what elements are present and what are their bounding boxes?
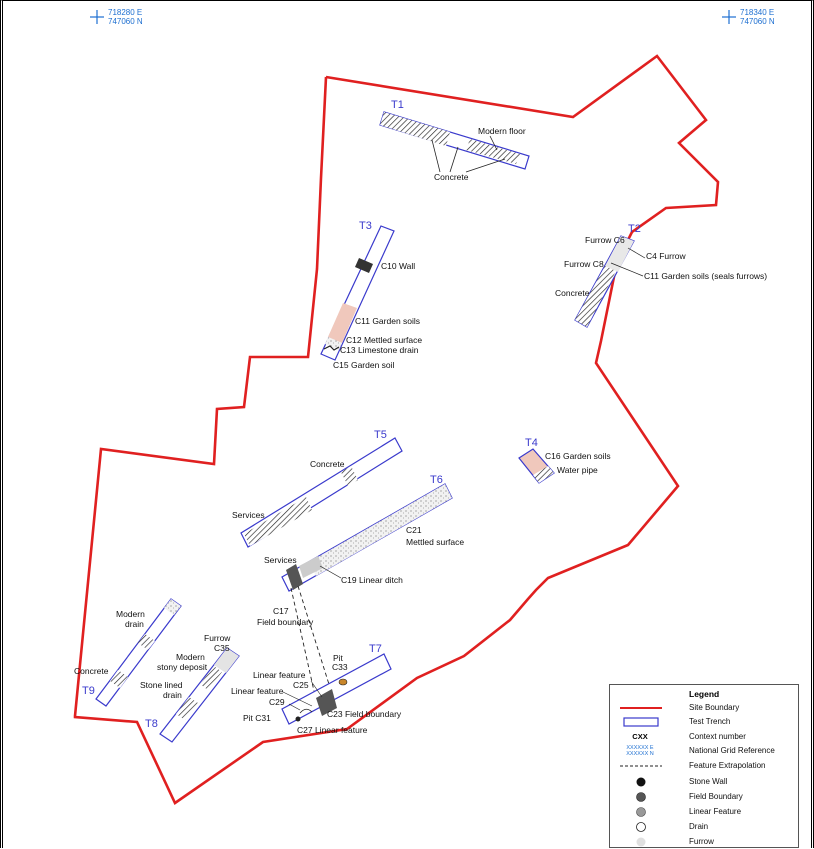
trench-label: T1 [391,99,404,111]
feature-label: Concrete [310,459,345,469]
grid-ref-nw [90,8,143,26]
grid-easting: 718280 E [108,8,143,17]
feature-label: C25 [293,680,309,690]
feature-label: Services [264,555,297,565]
legend-item-furrow [610,835,800,849]
feature-label: C35 [214,643,230,653]
feature-label: Pit C31 [243,713,271,723]
feature-label: C16 Garden soils [545,451,611,461]
feature-label: C17 [273,606,289,616]
blue-rectangle-icon [618,715,662,729]
light-grey-dot-icon [618,835,662,849]
legend-label: National Grid Reference [689,746,775,755]
feature-label: Modern floor [478,126,526,136]
feature-label: C15 Garden soil [333,360,395,370]
legend-item-stone-wall [610,775,800,789]
legend-title: Legend [689,689,720,699]
white-dot-icon [618,820,662,834]
legend-label: Drain [689,822,709,831]
concrete-fill [380,112,450,146]
dashed-line-icon [618,759,662,773]
pit-c33-fill [339,679,347,685]
feature-label: Modern [116,609,145,619]
feature-label: C27 Linear feature [297,725,368,735]
trench-label: T4 [525,437,538,449]
feature-label: C12 Mettled surface [346,335,423,345]
feature-label: Services [232,510,265,520]
grid-northing: 747060 N [740,17,775,26]
feature-label: C23 Field boundary [327,709,402,719]
feature-label: C11 Garden soils [355,316,421,326]
legend-item-field-boundary [610,790,800,804]
feature-label: Field boundary [257,617,314,627]
feature-label: Pit [333,653,343,663]
pit-c31-fill [296,717,301,722]
feature-label: Stone lined [140,680,183,690]
feature-label: C29 [269,697,285,707]
trench-t6 [257,474,464,627]
trench-label: T5 [374,429,387,441]
legend-item-grid-ref [610,744,800,758]
grey-dot-icon [618,805,662,819]
mettled-surface-fill [309,484,452,576]
red-line-icon [618,701,662,715]
feature-label: C13 Limestone drain [340,345,419,355]
grid-ref-symbol-easting: XXXXXX E [626,745,654,751]
feature-label: drain [163,690,182,700]
trench-t7 [231,643,402,735]
legend-item-extrapolation [610,759,800,773]
feature-label: C11 Garden soils (seals furrows) [644,271,768,281]
legend-label: Field Boundary [689,792,743,801]
trench-t3 [321,220,422,370]
feature-label: Mettled surface [406,537,465,547]
trench-t4 [519,437,611,483]
grid-easting: 718340 E [740,8,775,17]
services-fill [244,497,312,546]
trench-label: T8 [145,718,158,730]
legend-label: Feature Extrapolation [689,761,766,770]
legend-label: Linear Feature [689,807,742,816]
legend-label: Furrow [689,837,714,846]
legend-item-site-boundary [610,701,800,715]
grid-ref-ne [722,8,775,26]
feature-label: Water pipe [557,465,598,475]
feature-label: C33 [332,662,348,672]
legend-label: Context number [689,732,746,741]
grid-ref-symbol-icon [618,744,662,759]
trench-label: T2 [628,223,641,235]
feature-label: drain [125,619,144,629]
legend-item-linear-feature [610,805,800,819]
trench-label: T9 [82,685,95,697]
trench-label: T3 [359,220,372,232]
grid-northing: 747060 N [108,17,143,26]
legend-item-drain [610,820,800,834]
feature-label: Linear feature [231,686,284,696]
legend-label: Site Boundary [689,703,740,712]
feature-label: Furrow [204,633,231,643]
dark-grey-dot-icon [618,790,662,804]
feature-label: C21 [406,525,422,535]
feature-label: Linear feature [253,670,306,680]
map-legend [609,684,799,848]
grid-ref-symbol-northing: XXXXXX N [626,751,654,757]
feature-label: Concrete [434,172,469,182]
context-symbol-icon: CXX [632,732,648,741]
legend-item-context-number [610,730,800,744]
feature-label: Furrow C6 [585,235,625,245]
feature-label: C19 Linear ditch [341,575,403,585]
feature-label: C10 Wall [381,261,416,271]
trench-t1 [380,99,529,182]
legend-label: Stone Wall [689,777,728,786]
feature-label: stony deposit [157,662,208,672]
feature-label: Concrete [74,666,109,676]
feature-label: Concrete [555,288,590,298]
trench-label: T7 [369,643,382,655]
black-dot-icon [618,775,662,789]
trench-label: T6 [430,474,443,486]
legend-item-test-trench [610,715,800,729]
trench-t8 [140,633,239,742]
trench-t2 [555,223,767,327]
feature-label: C4 Furrow [646,251,686,261]
feature-label: Modern [176,652,205,662]
legend-label: Test Trench [689,717,731,726]
feature-label: Furrow C8 [564,259,604,269]
